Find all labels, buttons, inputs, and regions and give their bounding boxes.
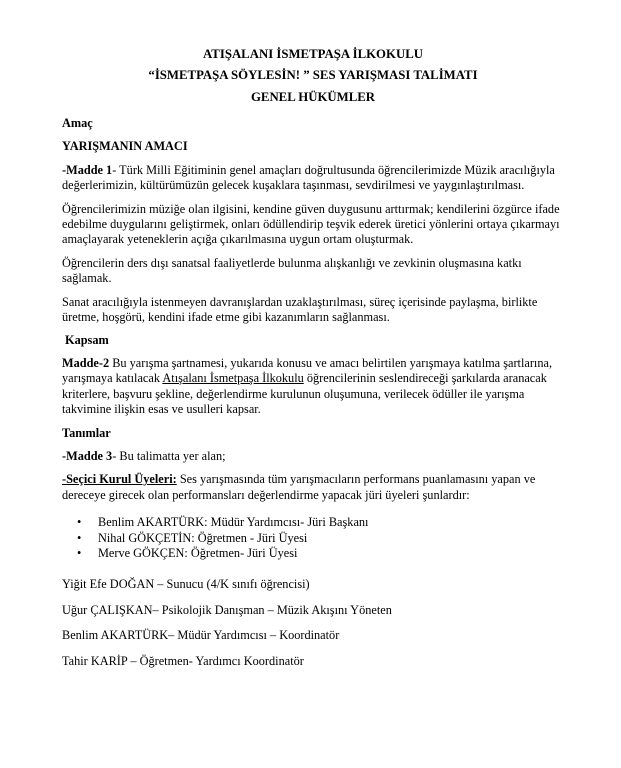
role-line: Uğur ÇALIŞKAN– Psikolojik Danışman – Müzik Akışını Yöneten [62,602,392,617]
role-line: Yiğit Efe DOĞAN – Sunucu (4/K sınıfı öğrencisi) [62,577,310,592]
jury-list-item [77,515,564,530]
amac-heading: Amaç [62,116,93,130]
madde-2-label: Madde-2 [62,355,110,370]
bullet-icon: • [77,545,82,560]
bullet-icon: • [77,515,82,530]
secici-kurul-label: -Seçici Kurul Üyeleri: [62,472,177,487]
madde-3-label: -Madde 3 [62,448,113,463]
madde-3-text: - Bu talimatta yer alan; [112,448,226,463]
contest-title: “İSMETPAŞA SÖYLESİN! ” SES YARIŞMASI TALİMATI [148,68,478,82]
secici-kurul-text: Ses yarışmasında tüm yarışmacıların performans puanlamasını yapan ve dereceye girecek olan performansları değerlendirme yapacak jüri üyeleri şunlardır: [62,472,536,502]
madde-2-school-name: Atışalanı İsmetpaşa İlkokulu [162,371,304,386]
madde-3-paragraph [62,449,564,464]
madde-2-paragraph [62,356,564,418]
bullet-icon: • [77,530,82,545]
madde-1-text: - Türk Milli Eğitiminin genel amaçları doğrultusunda öğrencilerimizde Müzik aracılığıyla değerlerimizin, kültürümüzün gelecek kuşaklara taşınması, sevdirilmesi ve yaygınlaştırılması. [62,162,555,193]
madde-2-text-b: öğrencilerinin seslendireceği şarkılarda aranacak kriterlere, başvuru şekline, değerlendirme kurulunun oluşumuna, verilecek ödüller ile yarışma takvimine ilişkin esas ve usulleri kapsar. [62,371,547,417]
tanimlar-heading: Tanımlar [62,425,111,440]
jury-member: Benlim AKARTÜRK: Müdür Yardımcısı- Jüri Başkanı [98,515,369,530]
jury-list-item [77,545,564,561]
jury-list-item [77,530,564,546]
role-line: Benlim AKARTÜRK– Müdür Yardımcısı – Koordinatör [62,628,340,643]
jury-member: Nihal GÖKÇETİN: Öğretmen - Jüri Üyesi [98,530,308,545]
madde-2-text-a: Bu yarışma şartnamesi, yukarıda konusu ve amacı belirtilen yarışmaya katılma şartlarına, yarışmaya katılacak [62,355,553,386]
madde-1-paragraph [62,163,564,194]
amac-subheading: YARIŞMANIN AMACI [62,139,188,154]
kapsam-heading: Kapsam [65,333,109,348]
roles-list [62,577,564,669]
school-title: ATIŞALANI İSMETPAŞA İLKOKULU [203,47,423,61]
amac-paragraph-4: Sanat aracılığıyla istenmeyen davranışlardan uzaklaştırılması, süreç içerisinde paylaşma, birlikte üretme, hoşgörü, kendini ifade etme gibi kazanımların sağlanması. [62,294,538,325]
amac-paragraph-3: Öğrencilerin ders dışı sanatsal faaliyetlerde bulunma alışkanlığı ve zevkinin oluşmasına katkı sağlamak. [62,255,522,286]
section-title: GENEL HÜKÜMLER [250,90,376,104]
jury-list [62,515,564,561]
jury-member: Merve GÖKÇEN: Öğretmen- Jüri Üyesi [98,545,298,560]
madde-1-label: -Madde 1 [62,162,113,177]
amac-paragraph-2: Öğrencilerimizin müziğe olan ilgisini, kendine güven duygusunu arttırmak; kendilerini özgürce ifade edebilme duygularını geliştirmek, onları ödüllendirip teşvik ederek üretici yönlerini ortaya çıkarmayı amaçlayarak yeteneklerin açığa çıkarılmasına uygun ortam oluşturmak. [62,201,560,247]
document-page [62,46,564,669]
secici-kurul-paragraph [62,472,564,503]
role-line: Tahir KARİP – Öğretmen- Yardımcı Koordinatör [62,653,304,668]
